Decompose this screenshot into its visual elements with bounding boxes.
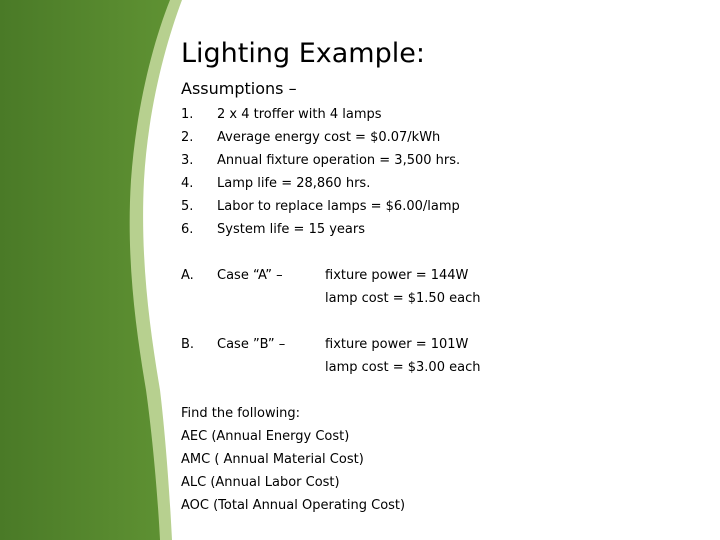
slide-title: Lighting Example: xyxy=(181,38,425,69)
case-lamp-cost: lamp cost = $3.00 each xyxy=(325,360,481,375)
assumption-number: 3. xyxy=(181,153,194,168)
assumption-number: 1. xyxy=(181,107,194,122)
assumption-text: Labor to replace lamps = $6.00/lamp xyxy=(217,199,460,214)
assumption-number: 4. xyxy=(181,176,194,191)
find-heading: Find the following: xyxy=(181,406,301,421)
assumption-number: 5. xyxy=(181,199,194,214)
assumption-text: Lamp life = 28,860 hrs. xyxy=(217,176,371,191)
assumption-text: 2 x 4 troffer with 4 lamps xyxy=(217,107,382,122)
case-fixture-power: fixture power = 144W xyxy=(325,268,469,283)
case-lamp-cost: lamp cost = $1.50 each xyxy=(325,291,481,306)
case-fixture-power: fixture power = 101W xyxy=(325,337,469,352)
assumption-number: 2. xyxy=(181,130,194,145)
find-item: ALC (Annual Labor Cost) xyxy=(181,475,340,490)
case-name: Case “A” – xyxy=(217,268,283,283)
case-letter: A. xyxy=(181,268,194,283)
find-item: AOC (Total Annual Operating Cost) xyxy=(181,498,406,513)
find-item: AMC ( Annual Material Cost) xyxy=(181,452,364,467)
assumption-text: System life = 15 years xyxy=(217,222,366,237)
find-item: AEC (Annual Energy Cost) xyxy=(181,429,350,444)
case-letter: B. xyxy=(181,337,195,352)
assumptions-heading: Assumptions – xyxy=(181,79,297,98)
assumption-text: Annual fixture operation = 3,500 hrs. xyxy=(217,153,461,168)
case-name: Case ”B” – xyxy=(217,337,286,352)
assumption-text: Average energy cost = $0.07/kWh xyxy=(217,130,441,145)
assumption-number: 6. xyxy=(181,222,194,237)
